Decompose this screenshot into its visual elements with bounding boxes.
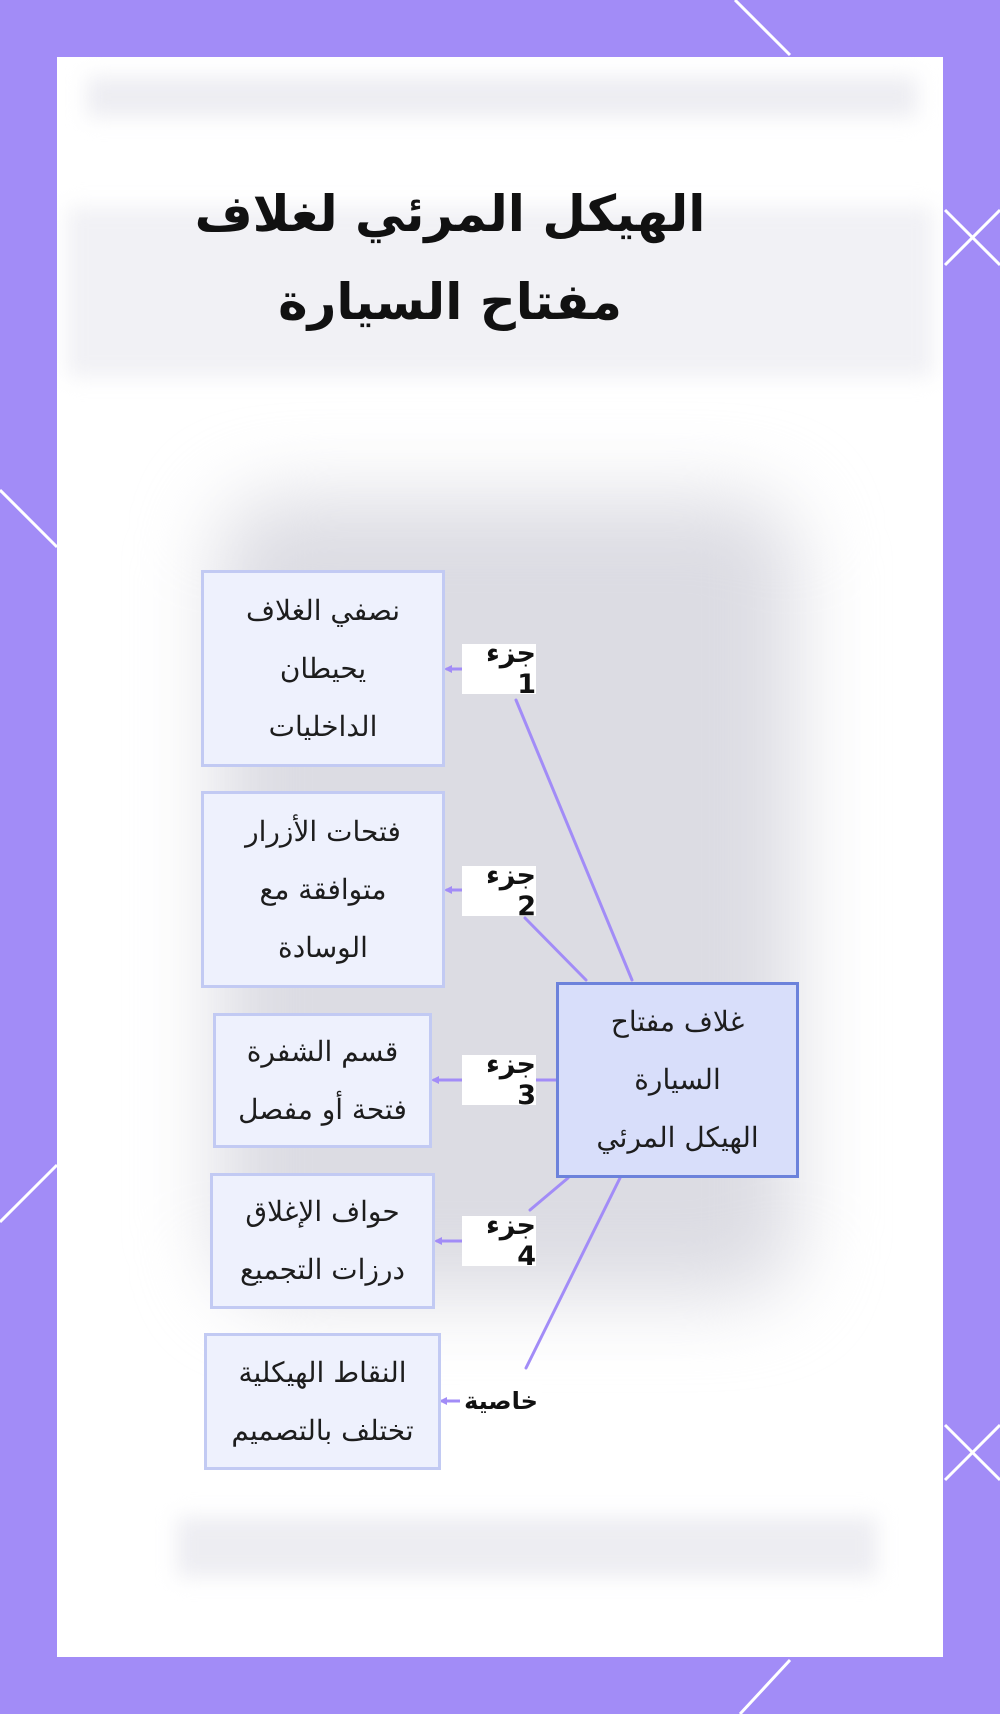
node-button-openings xyxy=(201,791,445,988)
node-3-line-1: قسم الشفرة xyxy=(246,1034,399,1068)
main-node-line-2: السيارة xyxy=(634,1063,721,1096)
edge-label-part-4: جزء 4 xyxy=(462,1216,536,1266)
edge-label-part-1: جزء 1 xyxy=(462,644,536,694)
node-blade-section xyxy=(213,1013,432,1148)
node-casing-halves xyxy=(201,570,445,767)
node-2-line-3: الوسادة xyxy=(278,930,368,964)
node-3-line-2: فتحة أو مفصل xyxy=(238,1092,407,1126)
main-node-car-key-casing xyxy=(556,982,799,1178)
arrowhead-node-1 xyxy=(444,665,452,673)
node-closing-edges xyxy=(210,1173,435,1309)
main-node-line-1: غلاف مفتاح xyxy=(610,1005,745,1038)
edge-main-to-node-1 xyxy=(516,700,632,980)
edge-label-part-2: جزء 2 xyxy=(462,866,536,916)
arrowhead-node-3 xyxy=(431,1076,439,1084)
node-2-line-1: فتحات الأزرار xyxy=(245,814,401,848)
node-2-line-2: متوافقة مع xyxy=(259,872,387,906)
node-1-line-2: يحيطان xyxy=(279,651,367,685)
node-1-line-3: الداخليات xyxy=(268,709,378,743)
diagram-title: الهيكل المرئي لغلاف مفتاح السيارة xyxy=(194,185,706,331)
node-5-line-1: النقاط الهيكلية xyxy=(238,1355,407,1389)
node-4-line-2: درزات التجميع xyxy=(240,1253,405,1286)
main-node-line-3: الهيكل المرئي xyxy=(596,1121,759,1154)
arrowhead-node-4 xyxy=(434,1237,442,1245)
edge-main-to-node-5 xyxy=(526,1178,620,1368)
edge-main-to-node-4 xyxy=(530,1178,568,1210)
node-structural-points xyxy=(204,1333,441,1470)
node-1-line-1: نصفي الغلاف xyxy=(245,593,401,627)
edge-label-property: خاصية xyxy=(460,1382,542,1420)
node-5-line-2: تختلف بالتصميم xyxy=(231,1413,414,1447)
arrowhead-node-2 xyxy=(444,886,452,894)
edge-main-to-node-2 xyxy=(525,918,586,980)
node-4-line-1: حواف الإغلاق xyxy=(245,1195,400,1228)
edge-label-part-3: جزء 3 xyxy=(462,1055,536,1105)
